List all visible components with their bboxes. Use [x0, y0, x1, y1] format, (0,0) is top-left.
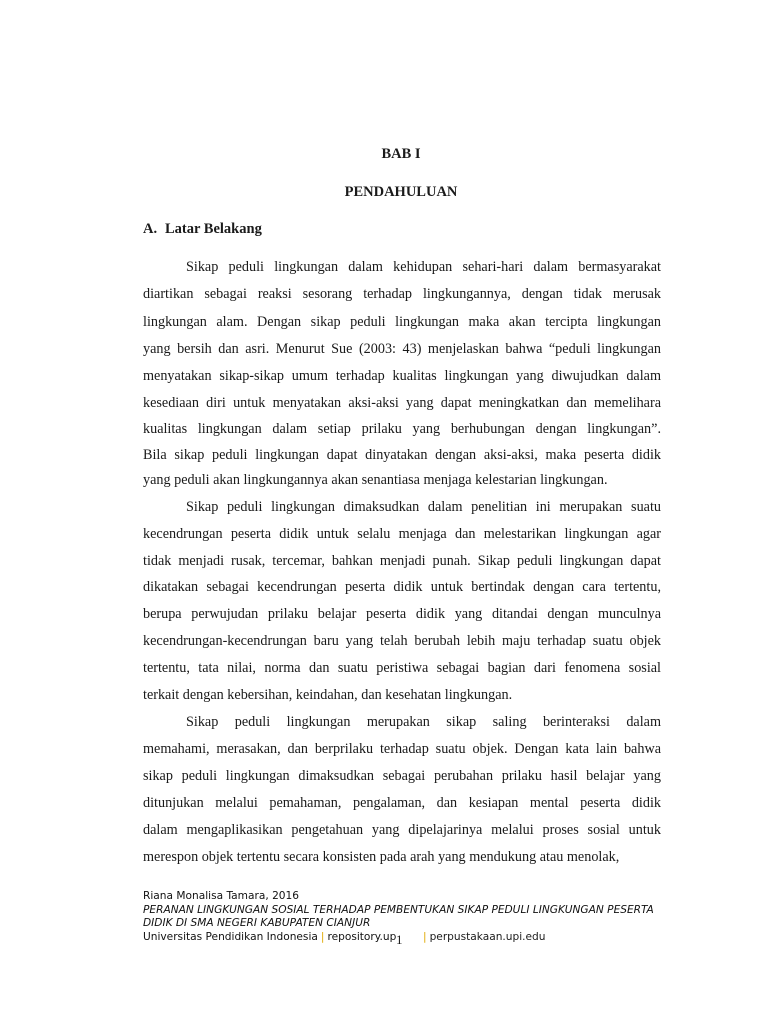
- section-letter: A.: [143, 221, 158, 237]
- footer-separator: |: [320, 931, 325, 943]
- paragraph-1-line: yang peduli akan lingkungannya akan senantiasa menjaga kelestarian lingkungan.: [143, 472, 608, 488]
- paragraph-3-line: memahami, merasakan, dan berprilaku terhadap suatu objek. Dengan kata lain bahwa: [143, 741, 661, 757]
- footer-thesis-title-line1: PERANAN LINGKUNGAN SOSIAL TERHADAP PEMBENTUKAN SIKAP PEDULI LINGKUNGAN PESERTA: [143, 904, 654, 916]
- footer-thesis-title-line2: DIDIK DI SMA NEGERI KABUPATEN CIANJUR: [143, 917, 371, 929]
- paragraph-2-line: berupa perwujudan prilaku belajar peserta didik yang ditandai dengan munculnya: [143, 606, 661, 622]
- library-link[interactable]: perpustakaan.upi.edu: [429, 931, 546, 943]
- paragraph-1-line: yang bersih dan asri. Menurut Sue (2003: 43) menjelaskan bahwa “peduli lingkungan: [143, 341, 661, 357]
- paragraph-1-line: menyatakan sikap-sikap umum terhadap kualitas lingkungan yang diwujudkan dalam: [143, 368, 661, 384]
- paragraph-3-line: Sikap peduli lingkungan merupakan sikap saling berinteraksi dalam: [186, 714, 661, 730]
- footer-author: Riana Monalisa Tamara, 2016: [143, 890, 300, 902]
- paragraph-2-line: tidak menjadi rusak, tercemar, bahkan menjadi punah. Sikap peduli lingkungan dapat: [143, 553, 661, 569]
- chapter-title: BAB I: [381, 146, 421, 162]
- chapter-subtitle: PENDAHULUAN: [344, 184, 458, 200]
- page-number: 1: [396, 932, 403, 947]
- paragraph-1-line: Bila sikap peduli lingkungan dapat dinyatakan dengan aksi-aksi, maka peserta didik: [143, 447, 661, 463]
- section-heading: [143, 221, 262, 238]
- paragraph-2-line: terkait dengan kebersihan, keindahan, dan kesehatan lingkungan.: [143, 687, 513, 703]
- paragraph-2-line: dikatakan sebagai kecendrungan peserta didik untuk bertindak dengan cara tertentu,: [143, 579, 661, 595]
- paragraph-3-line: merespon objek tertentu secara konsisten pada arah yang mendukung atau menolak,: [143, 849, 620, 865]
- paragraph-1-line: kualitas lingkungan dalam setiap prilaku yang berhubungan dengan lingkungan”.: [143, 421, 661, 437]
- paragraph-3-line: ditunjukan melalui pemahaman, pengalaman, dan kesiapan mental peserta didik: [143, 795, 661, 811]
- footer-links: [143, 931, 396, 943]
- paragraph-2-line: kecendrungan peserta didik untuk selalu menjaga dan melestarikan lingkungan agar: [143, 526, 661, 542]
- paragraph-2-line: tertentu, tata nilai, norma dan suatu peristiwa sebagai bagian dari fenomena sosial: [143, 660, 661, 676]
- paragraph-3-line: dalam mengaplikasikan pengetahuan yang dipelajarinya melalui proses sosial untuk: [143, 822, 661, 838]
- section-heading-text: Latar Belakang: [165, 221, 262, 237]
- paragraph-1-line: kesediaan diri untuk menyatakan aksi-aksi yang dapat meningkatkan dan memelihara: [143, 395, 661, 411]
- footer-library-links: [420, 931, 546, 943]
- paragraph-1-line: Sikap peduli lingkungan dalam kehidupan sehari-hari dalam bermasyarakat: [186, 259, 661, 275]
- paragraph-3-line: sikap peduli lingkungan dimaksudkan sebagai perubahan prilaku hasil belajar yang: [143, 768, 661, 784]
- footer-university: Universitas Pendidikan Indonesia: [143, 931, 318, 943]
- footer-separator: |: [423, 931, 427, 943]
- paragraph-2-line: Sikap peduli lingkungan dimaksudkan dalam penelitian ini merupakan suatu: [186, 499, 661, 515]
- repository-link[interactable]: repository.up: [327, 931, 397, 943]
- paragraph-2-line: kecendrungan-kecendrungan baru yang telah berubah lebih maju terhadap suatu objek: [143, 633, 661, 649]
- paragraph-1-line: lingkungan alam. Dengan sikap peduli lingkungan maka akan tercipta lingkungan: [143, 314, 661, 330]
- paragraph-1-line: diartikan sebagai reaksi sesorang terhadap lingkungannya, dengan tidak merusak: [143, 286, 661, 302]
